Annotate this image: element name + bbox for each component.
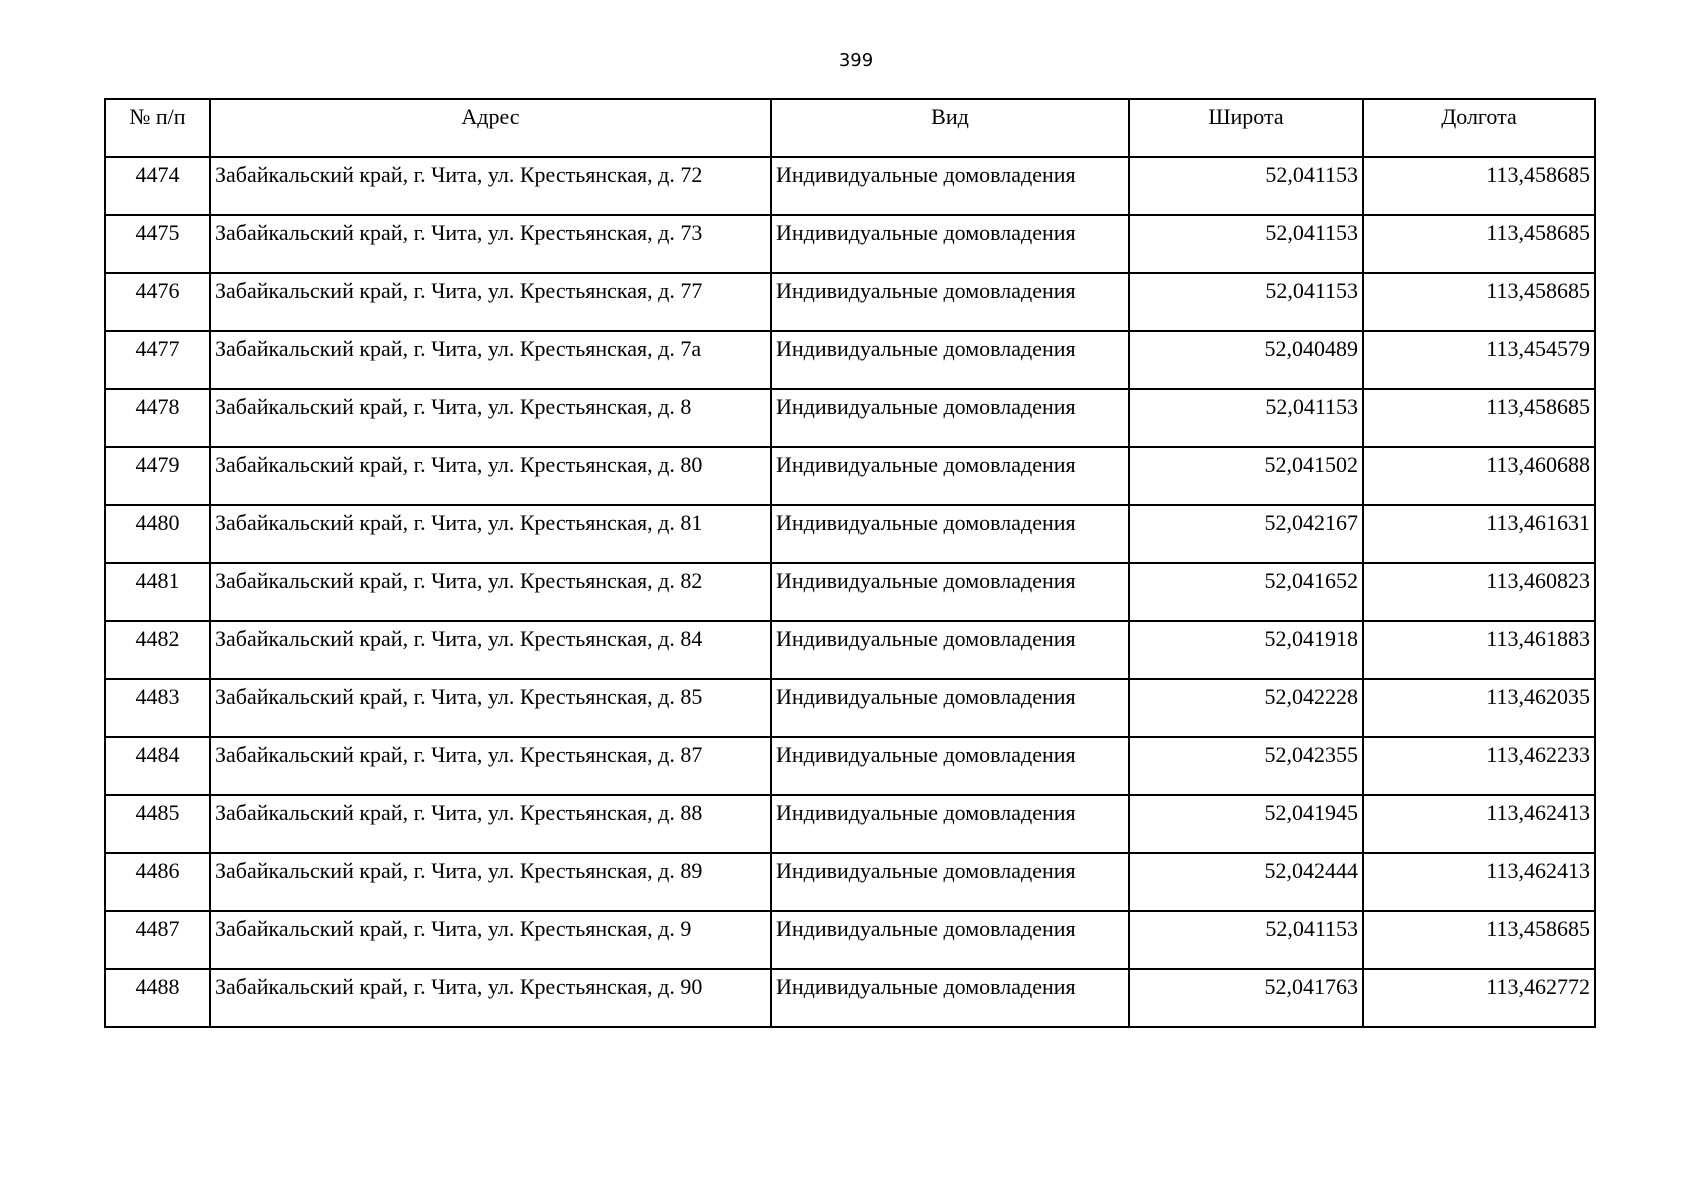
- cell-address: Забайкальский край, г. Чита, ул. Крестьянская, д. 9: [210, 911, 771, 969]
- cell-address: Забайкальский край, г. Чита, ул. Крестьянская, д. 73: [210, 215, 771, 273]
- header-num: № п/п: [105, 99, 210, 157]
- cell-address: Забайкальский край, г. Чита, ул. Крестьянская, д. 88: [210, 795, 771, 853]
- cell-address: Забайкальский край, г. Чита, ул. Крестьянская, д. 80: [210, 447, 771, 505]
- cell-num: 4482: [105, 621, 210, 679]
- cell-num: 4487: [105, 911, 210, 969]
- table-row: [105, 795, 1595, 853]
- cell-num: 4479: [105, 447, 210, 505]
- cell-address: Забайкальский край, г. Чита, ул. Крестьянская, д. 72: [210, 157, 771, 215]
- table-body: [105, 157, 1595, 1027]
- cell-latitude: 52,041153: [1129, 215, 1363, 273]
- cell-num: 4485: [105, 795, 210, 853]
- table-row: [105, 273, 1595, 331]
- cell-latitude: 52,041153: [1129, 911, 1363, 969]
- cell-latitude: 52,041652: [1129, 563, 1363, 621]
- cell-address: Забайкальский край, г. Чита, ул. Крестьянская, д. 82: [210, 563, 771, 621]
- header-row: [105, 99, 1595, 157]
- cell-latitude: 52,040489: [1129, 331, 1363, 389]
- table-row: [105, 621, 1595, 679]
- cell-latitude: 52,041153: [1129, 389, 1363, 447]
- cell-type: Индивидуальные домовладения: [771, 273, 1129, 331]
- cell-longitude: 113,458685: [1363, 389, 1595, 447]
- cell-latitude: 52,041153: [1129, 157, 1363, 215]
- cell-longitude: 113,458685: [1363, 215, 1595, 273]
- cell-longitude: 113,458685: [1363, 911, 1595, 969]
- cell-latitude: 52,041153: [1129, 273, 1363, 331]
- cell-type: Индивидуальные домовладения: [771, 795, 1129, 853]
- table-row: [105, 563, 1595, 621]
- cell-address: Забайкальский край, г. Чита, ул. Крестьянская, д. 77: [210, 273, 771, 331]
- cell-latitude: 52,042444: [1129, 853, 1363, 911]
- cell-num: 4476: [105, 273, 210, 331]
- table-row: [105, 679, 1595, 737]
- cell-type: Индивидуальные домовладения: [771, 737, 1129, 795]
- cell-type: Индивидуальные домовладения: [771, 911, 1129, 969]
- cell-address: Забайкальский край, г. Чита, ул. Крестьянская, д. 89: [210, 853, 771, 911]
- cell-longitude: 113,461883: [1363, 621, 1595, 679]
- table-header: [105, 99, 1595, 157]
- table-row: [105, 331, 1595, 389]
- cell-num: 4475: [105, 215, 210, 273]
- cell-type: Индивидуальные домовладения: [771, 157, 1129, 215]
- cell-longitude: 113,460823: [1363, 563, 1595, 621]
- cell-longitude: 113,454579: [1363, 331, 1595, 389]
- cell-type: Индивидуальные домовладения: [771, 621, 1129, 679]
- table-row: [105, 737, 1595, 795]
- table-row: [105, 447, 1595, 505]
- table-row: [105, 911, 1595, 969]
- cell-longitude: 113,458685: [1363, 157, 1595, 215]
- cell-type: Индивидуальные домовладения: [771, 853, 1129, 911]
- cell-latitude: 52,042228: [1129, 679, 1363, 737]
- page-number: 399: [838, 50, 874, 71]
- cell-longitude: 113,461631: [1363, 505, 1595, 563]
- table-row: [105, 215, 1595, 273]
- header-address: Адрес: [210, 99, 771, 157]
- cell-num: 4477: [105, 331, 210, 389]
- address-table: [104, 98, 1596, 1028]
- cell-num: 4480: [105, 505, 210, 563]
- cell-type: Индивидуальные домовладения: [771, 389, 1129, 447]
- cell-address: Забайкальский край, г. Чита, ул. Крестьянская, д. 81: [210, 505, 771, 563]
- cell-type: Индивидуальные домовладения: [771, 215, 1129, 273]
- cell-longitude: 113,462413: [1363, 853, 1595, 911]
- cell-longitude: 113,462772: [1363, 969, 1595, 1027]
- cell-longitude: 113,458685: [1363, 273, 1595, 331]
- cell-type: Индивидуальные домовладения: [771, 563, 1129, 621]
- cell-address: Забайкальский край, г. Чита, ул. Крестьянская, д. 90: [210, 969, 771, 1027]
- cell-num: 4478: [105, 389, 210, 447]
- cell-num: 4484: [105, 737, 210, 795]
- cell-type: Индивидуальные домовладения: [771, 331, 1129, 389]
- cell-address: Забайкальский край, г. Чита, ул. Крестьянская, д. 8: [210, 389, 771, 447]
- cell-type: Индивидуальные домовладения: [771, 505, 1129, 563]
- header-type: Вид: [771, 99, 1129, 157]
- cell-address: Забайкальский край, г. Чита, ул. Крестьянская, д. 84: [210, 621, 771, 679]
- cell-num: 4488: [105, 969, 210, 1027]
- cell-latitude: 52,042167: [1129, 505, 1363, 563]
- cell-type: Индивидуальные домовладения: [771, 969, 1129, 1027]
- cell-num: 4481: [105, 563, 210, 621]
- cell-address: Забайкальский край, г. Чита, ул. Крестьянская, д. 87: [210, 737, 771, 795]
- header-latitude: Широта: [1129, 99, 1363, 157]
- cell-num: 4483: [105, 679, 210, 737]
- cell-longitude: 113,462233: [1363, 737, 1595, 795]
- cell-longitude: 113,462413: [1363, 795, 1595, 853]
- cell-num: 4474: [105, 157, 210, 215]
- cell-address: Забайкальский край, г. Чита, ул. Крестьянская, д. 85: [210, 679, 771, 737]
- cell-latitude: 52,041945: [1129, 795, 1363, 853]
- cell-latitude: 52,041763: [1129, 969, 1363, 1027]
- cell-type: Индивидуальные домовладения: [771, 447, 1129, 505]
- cell-latitude: 52,041918: [1129, 621, 1363, 679]
- cell-address: Забайкальский край, г. Чита, ул. Крестьянская, д. 7а: [210, 331, 771, 389]
- header-longitude: Долгота: [1363, 99, 1595, 157]
- cell-latitude: 52,042355: [1129, 737, 1363, 795]
- cell-num: 4486: [105, 853, 210, 911]
- table-row: [105, 157, 1595, 215]
- cell-latitude: 52,041502: [1129, 447, 1363, 505]
- table-row: [105, 505, 1595, 563]
- table-row: [105, 853, 1595, 911]
- cell-type: Индивидуальные домовладения: [771, 679, 1129, 737]
- cell-longitude: 113,462035: [1363, 679, 1595, 737]
- table-row: [105, 969, 1595, 1027]
- table-row: [105, 389, 1595, 447]
- cell-longitude: 113,460688: [1363, 447, 1595, 505]
